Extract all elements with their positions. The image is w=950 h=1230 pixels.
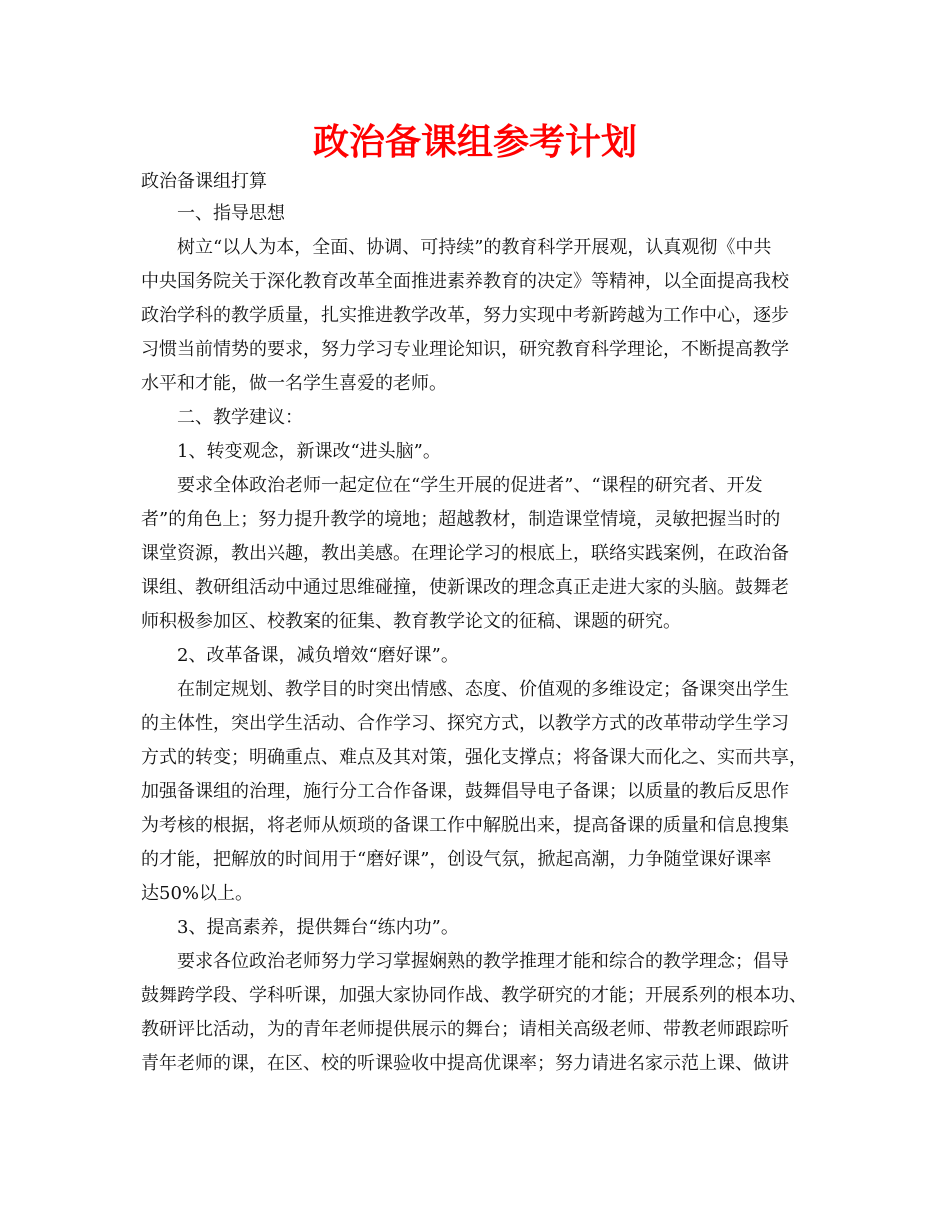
body-line: 一、指导思想 [177,203,285,224]
body-line: 教研评比活动，为的青年老师提供展示的舞台；请相关高级老师、带教老师跟踪听 [141,1019,789,1040]
body-line: 加强备课组的治理，施行分工合作备课，鼓舞倡导电子备课；以质量的教后反思作 [141,781,789,802]
body-line: 水平和才能，做一名学生喜爱的老师。 [141,373,447,394]
body-line: 为考核的根据，将老师从烦琐的备课工作中解脱出来，提高备课的质量和信息搜集 [141,815,789,836]
body-line: 鼓舞跨学段、学科听课，加强大家协同作战、教学研究的才能；开展系列的根本功、 [141,985,807,1006]
body-line: 中央国务院关于深化教育改革全面推进素养教育的决定》等精神，以全面提高我校 [141,271,789,292]
body-line: 要求全体政治老师一起定位在“学生开展的促进者”、“课程的研究者、开发 [177,475,763,496]
body-line: 在制定规划、教学目的时突出情感、态度、价值观的多维设定；备课突出学生 [177,679,789,700]
body-line: 者”的角色上；努力提升教学的境地；超越教材，制造课堂情境，灵敏把握当时的 [141,509,781,530]
body-line: 方式的转变；明确重点、难点及其对策，强化支撑点；将备课大而化之、实而共享， [141,747,807,768]
body-line: 3、提高素养，提供舞台“练内功”。 [177,917,459,938]
body-line: 师积极参加区、校教案的征集、教育教学论文的征稿、课题的研究。 [141,611,681,632]
body-line: 2、改革备课，减负增效“磨好课”。 [177,645,459,666]
body-line: 课堂资源，教出兴趣，教出美感。在理论学习的根底上，联络实践案例，在政治备 [141,543,789,564]
body-line: 达50%以上。 [141,883,254,904]
body-line: 的主体性，突出学生活动、合作学习、探究方式，以教学方式的改革带动学生学习 [141,713,789,734]
body-line: 政治备课组打算 [141,171,267,192]
body-line: 1、转变观念，新课改“进头脑”。 [177,441,441,462]
body-line: 树立“以人为本，全面、协调、可持续”的教育科学开展观，认真观彻《中共 [177,237,772,258]
body-line: 二、教学建议： [177,407,303,428]
body-line: 课组、教研组活动中通过思维碰撞，使新课改的理念真正走进大家的头脑。鼓舞老 [141,577,789,598]
body-line: 青年老师的课，在区、校的听课验收中提高优课率；努力请进名家示范上课、做讲 [141,1053,789,1074]
body-line: 政治学科的教学质量，扎实推进教学改革，努力实现中考新跨越为工作中心，逐步 [141,305,789,326]
body-line: 的才能，把解放的时间用于“磨好课”，创设气氛，掀起高潮，力争随堂课好课率 [141,849,772,870]
body-line: 要求各位政治老师努力学习掌握娴熟的教学推理才能和综合的教学理念；倡导 [177,951,789,972]
body-line: 习惯当前情势的要求，努力学习专业理论知识，研究教育科学理论，不断提高教学 [141,339,789,360]
document-title: 政治备课组参考计划 [312,122,637,163]
document-body [141,166,813,1081]
